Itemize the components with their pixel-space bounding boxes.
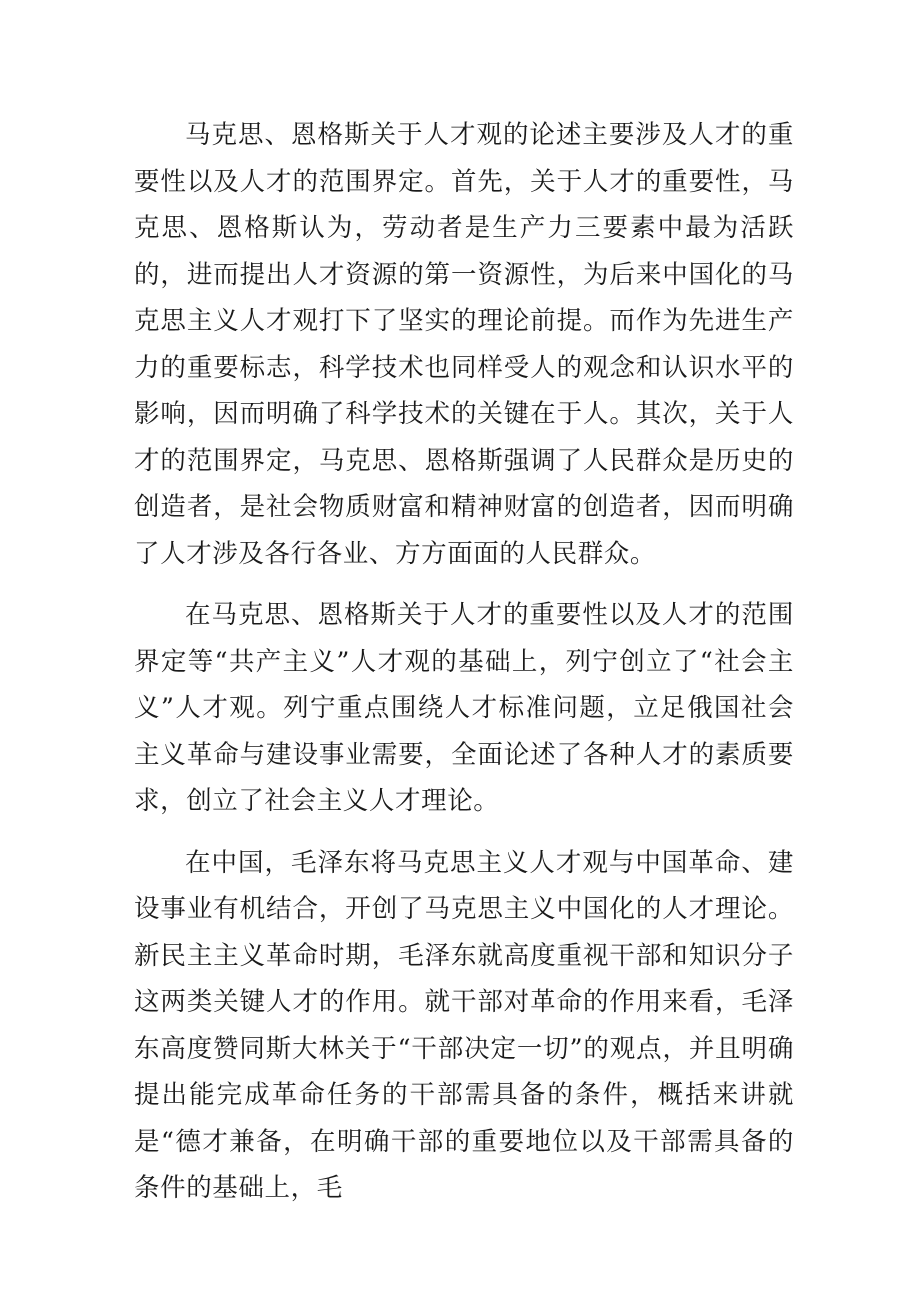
paragraph-2: 在马克思、恩格斯关于人才的重要性以及人才的范围界定等“共产主义”人才观的基础上，列宁创立了“社会主义”人才观。列宁重点围绕人才标准问题，立足俄国社会主义革命与建设事业需要，全面论述了各种人才的素质要求，创立了社会主义人才理论。: [134, 600, 794, 816]
document-body: [134, 112, 794, 1212]
paragraph-3: 在中国，毛泽东将马克思主义人才观与中国革命、建设事业有机结合，开创了马克思主义中国化的人才理论。新民主主义革命时期，毛泽东就高度重视干部和知识分子这两类关键人才的作用。就干部对革命的作用来看，毛泽东高度赞同斯大林关于“干部决定一切”的观点，并且明确提出能完成革命任务的干部需具备的条件，概括来讲就是“德才兼备，在明确干部的重要地位以及干部需具备的条件的基础上，毛: [134, 847, 794, 1203]
paragraph-1: 马克思、恩格斯关于人才观的论述主要涉及人才的重要性以及人才的范围界定。首先，关于人才的重要性，马克思、恩格斯认为，劳动者是生产力三要素中最为活跃的，进而提出人才资源的第一资源性，为后来中国化的马克思主义人才观打下了坚实的理论前提。而作为先进生产力的重要标志，科学技术也同样受人的观念和认识水平的影响，因而明确了科学技术的关键在于人。其次，关于人才的范围界定，马克思、恩格斯强调了人民群众是历史的创造者，是社会物质财富和精神财富的创造者，因而明确了人才涉及各行各业、方方面面的人民群众。: [134, 120, 794, 569]
